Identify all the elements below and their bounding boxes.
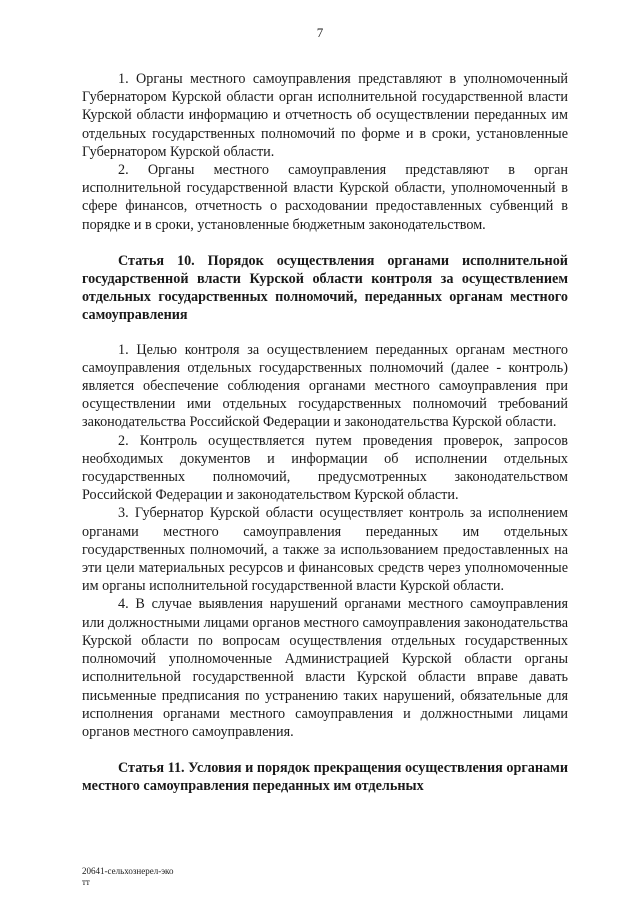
paragraph: 3. Губернатор Курской области осуществляет контроль за исполнением органами местного самоуправления переданных им отдельных государственных полномочий, а также за использованием предоставленных на эти цели материальных ресурсов и финансовых средств через уполномоченные им органы исполнительной государственной власти Курской области. [82, 505, 568, 595]
paragraph: 1. Органы местного самоуправления представляют в уполномоченный Губернатором Курской области орган исполнительной государственной власти Курской области информацию и отчетность об осуществлении переданных им отдельных государственных полномочий по форме и в сроки, установленные Губернатором Курской области. [82, 71, 568, 160]
paragraph: 4. В случае выявления нарушений органами местного самоуправления или должностными лицами органов местного самоуправления законодательства Курской области по вопросам осуществления отдельных государственных полномочий уполномоченные Администрацией Курской области органы исполнительной государственной власти Курской области вправе давать письменные предписания по устранению таких нарушений, обязательные для исполнения органами местного самоуправления и должностными лицами органов местного самоуправления. [82, 596, 568, 740]
article-11-heading: Статья 11. Условия и порядок прекращения осуществления органами местного самоуправления переданных им отдельных [82, 760, 568, 795]
article-10-heading: Статья 10. Порядок осуществления органами исполнительной государственной власти Курской области контроля за осуществлением отдельных государственных полномочий, переданных органам местного самоуправления [82, 252, 568, 324]
footer-initials: тт [82, 877, 90, 887]
document-body [82, 70, 568, 812]
paragraph: 2. Органы местного самоуправления представляют в орган исполнительной государственной власти Курской области, уполномоченный в сфере финансов, отчетность о расходовании предоставленных субвенций в порядке и в сроки, установленные бюджетным законодательством. [82, 162, 568, 233]
footer-document-code: 20641-сельхознерел-эко [82, 866, 174, 876]
paragraph: 2. Контроль осуществляется путем проведения проверок, запросов необходимых документов и информации об исполнении отдельных государственных полномочий, предусмотренных законодательством Российской Федерации и законодательством Курской области. [82, 432, 568, 504]
paragraph: 1. Целью контроля за осуществлением переданных органам местного самоуправления отдельных государственных полномочий (далее - контроль) является обеспечение соблюдения органами местного самоуправления при осуществлении ими отдельных государственных полномочий требований законодательства Российской Федерации и законодательства Курской области. [82, 341, 568, 431]
page-number: 7 [316, 25, 324, 40]
footer [82, 866, 173, 888]
